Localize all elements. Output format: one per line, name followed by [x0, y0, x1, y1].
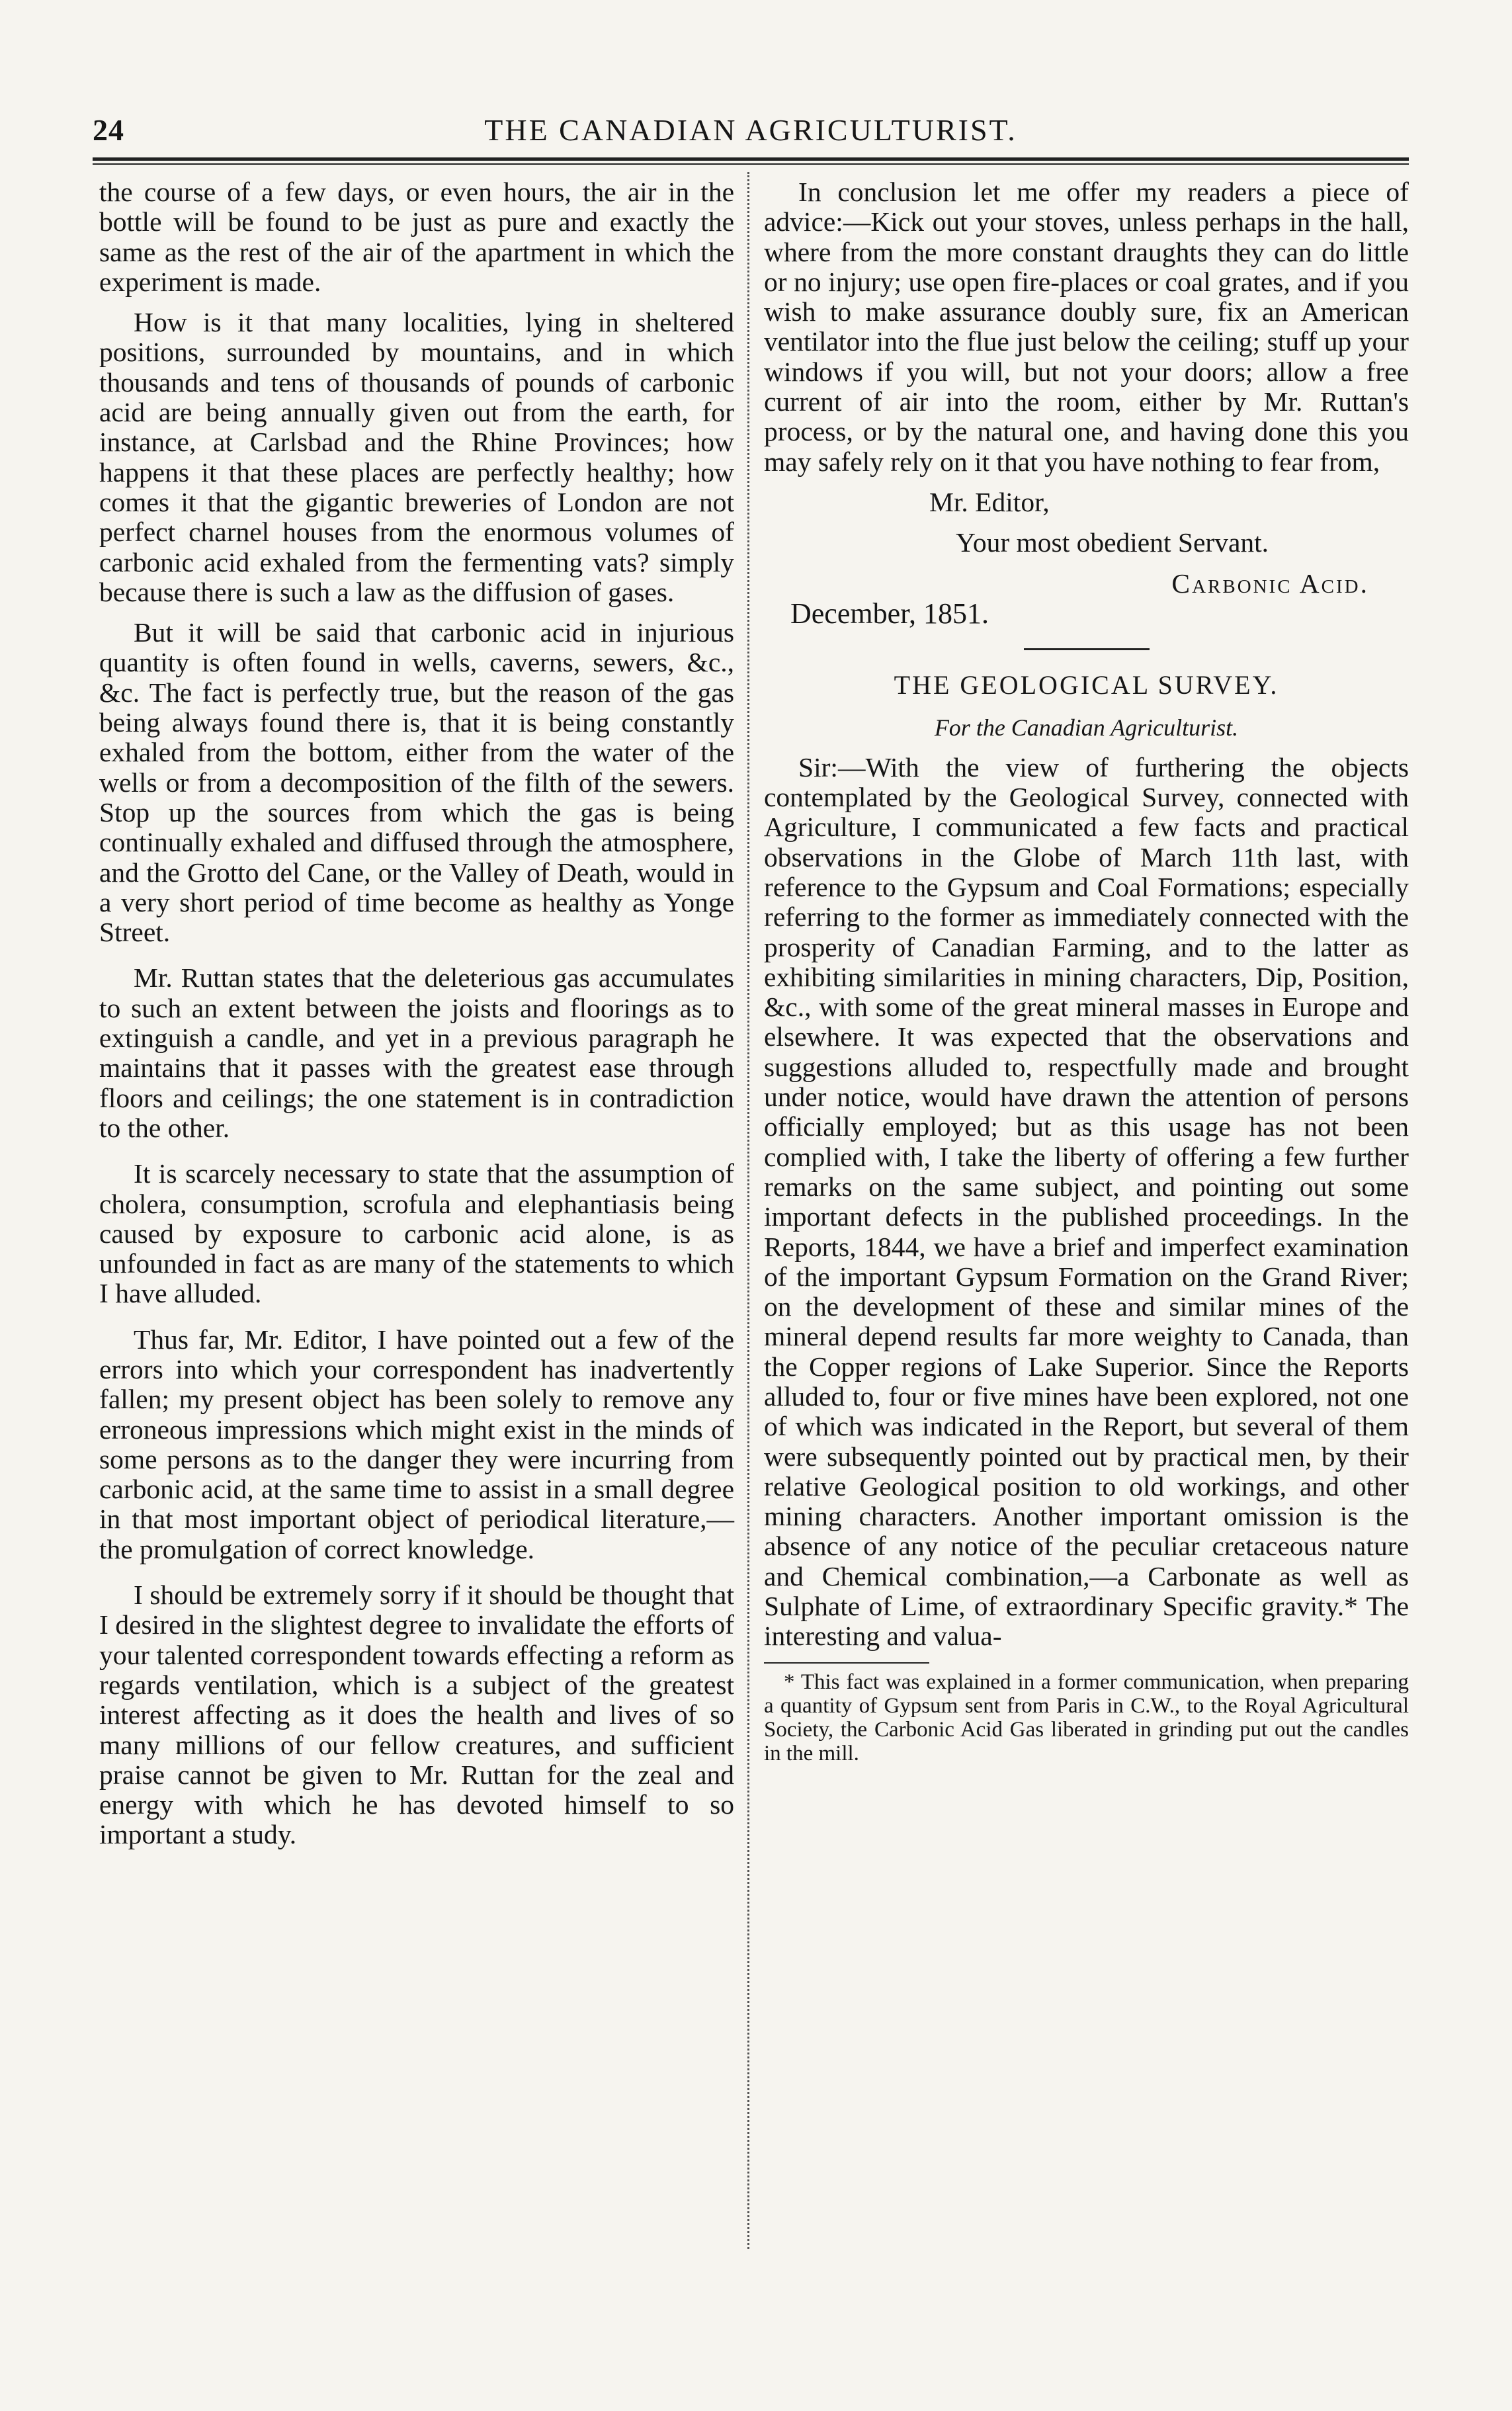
paragraph-diffusion: How is it that many localities, lying in sheltered positions, surrounded by mountains, and in which thousands and tens of thousands of pounds of carbonic acid are being annually given out from the earth, for instance, at Carlsbad and the Rhine Provinces; how happens it that these places are perfectly healthy; how comes it that the gigantic breweries of London are not perfect charnel houses from the enormous volumes of carbonic acid exhaled from the fermenting vats? simply because there is such a law as the diffusion of gases.: [99, 307, 734, 607]
section-title: THE GEOLOGICAL SURVEY.: [894, 670, 1279, 700]
footnote: * This fact was explained in a former communication, when preparing a quantity of Gypsum sent from Paris in C.W., to the Royal Agricultural Society, the Carbonic Acid Gas liberated in grinding put out the candles in the mill.: [764, 1670, 1409, 1765]
footnote-rule: [764, 1662, 929, 1664]
header-rule: [93, 157, 1409, 165]
right-column: [764, 177, 1409, 1765]
page-header: [93, 112, 1409, 159]
paragraph-cholera: It is scarcely necessary to state that the assumption of cholera, consumption, scrofula and elephantiasis being caused by exposure to carbonic acid alone, is as unfounded in fact as are many of the statements to which I have alluded.: [99, 1158, 734, 1309]
paragraph-ruttan: Mr. Ruttan states that the deleterious gas accumulates to such an extent between the joists and floorings as to extinguish a candle, and yet in a previous paragraph he maintains that it passes with the greatest ease through floors and ceilings; the one statement is in contradiction to the other.: [99, 962, 734, 1143]
running-title: THE CANADIAN AGRICULTURIST.: [484, 113, 1017, 147]
page-number: 24: [93, 113, 124, 147]
paragraph-conclusion: In conclusion let me offer my readers a piece of advice:—Kick out your stoves, unless perhaps in the hall, where from the more constant draughts they can do little or no injury; use open fire-places or coal grates, and if you wish to make assurance doubly sure, fix an American ventilator into the flue just below the ceiling; stuff up your windows if you will, but not your doors; allow a free current of air into the room, either by Mr. Ruttan's process, or by the natural one, and having done this you may safely rely on it that you have nothing to fear from,: [764, 177, 1409, 477]
section-separator: [1024, 648, 1150, 650]
paragraph-geological-survey: Sir:—With the view of furthering the objects contemplated by the Geological Survey, connected with Agriculture, I communicated a few facts and practical observations in the Globe of March 11th last, with reference to the Gypsum and Coal Formations; especially referring to the former as immediately connected with the prosperity of Canadian Farming, and to the latter as exhibiting similarities in mining characters, Dip, Position, &c., with some of the great mineral masses in Europe and elsewhere. It was expected that the observations and suggestions alluded to, respectfully made and brought under notice, would have drawn the attention of persons officially employed; but as this usage has not been complied with, I take the liberty of offering a few further remarks on the same subject, and pointing out some important defects in the published proceedings. In the Reports, 1844, we have a brief and imperfect examination of the important Gypsum Formation on the Grand River; on the development of these and similar mines of the mineral depend results far more weighty to Canada, than the Copper regions of Lake Superior. Since the Reports alluded to, four or five mines have been explored, not one of which was indicated in the Report, but several of them were subsequently pointed out by practical men, by their relative Geological position to old workings, and other mining characters. Another important omission is the absence of any notice of the peculiar cretaceous nature and Chemical combination,—a Carbonate as well as Sulphate of Lime, of extraordinary Specific gravity.* The interesting and valua-: [764, 751, 1409, 1652]
signature: Carbonic Acid.: [1171, 568, 1369, 599]
section-byline: For the Canadian Agriculturist.: [934, 714, 1239, 741]
paragraph-wells: But it will be said that carbonic acid in injurious quantity is often found in wells, caverns, sewers, &c., &c. The fact is perfectly true, but the reason of the gas being always found there is, that it is being constantly exhaled from the bottom, either from the water of the wells or from a decomposition of the filth of the sewers. Stop up the sources from which the gas is being continually exhaled and diffused through the atmosphere, and the Grotto del Cane, or the Valley of Death, would in a very short period of time become as healthy as Yonge Street.: [99, 617, 734, 948]
letter-closing: Your most obedient Servant.: [956, 527, 1269, 558]
column-divider: [747, 172, 749, 2249]
paragraph-thus-far: Thus far, Mr. Editor, I have pointed out a few of the errors into which your correspondent has inadvertently fallen; my present object has been solely to remove any erroneous impressions which might exist in the minds of some persons as to the danger they were incurring from carbonic acid, at the same time to assist in a small degree in that most important object of periodical literature,—the promulgation of correct knowledge.: [99, 1324, 734, 1564]
salutation: Mr. Editor,: [929, 486, 1050, 517]
left-column: [99, 177, 734, 1850]
paragraph-continued: the course of a few days, or even hours, the air in the bottle will be found to be just as pure and exactly the same as the rest of the air of the apartment in which the experiment is made.: [99, 177, 734, 297]
paragraph-sorry: I should be extremely sorry if it should be thought that I desired in the slightest degree to invalidate the efforts of your talented correspondent towards effecting a reform as regards ventilation, which is a subject of the greatest interest affecting as it does the health and lives of so many millions of our fellow creatures, and sufficient praise cannot be given to Mr. Ruttan for the zeal and energy with which he has devoted himself to so important a study.: [99, 1580, 734, 1850]
dateline: December, 1851.: [790, 597, 989, 630]
